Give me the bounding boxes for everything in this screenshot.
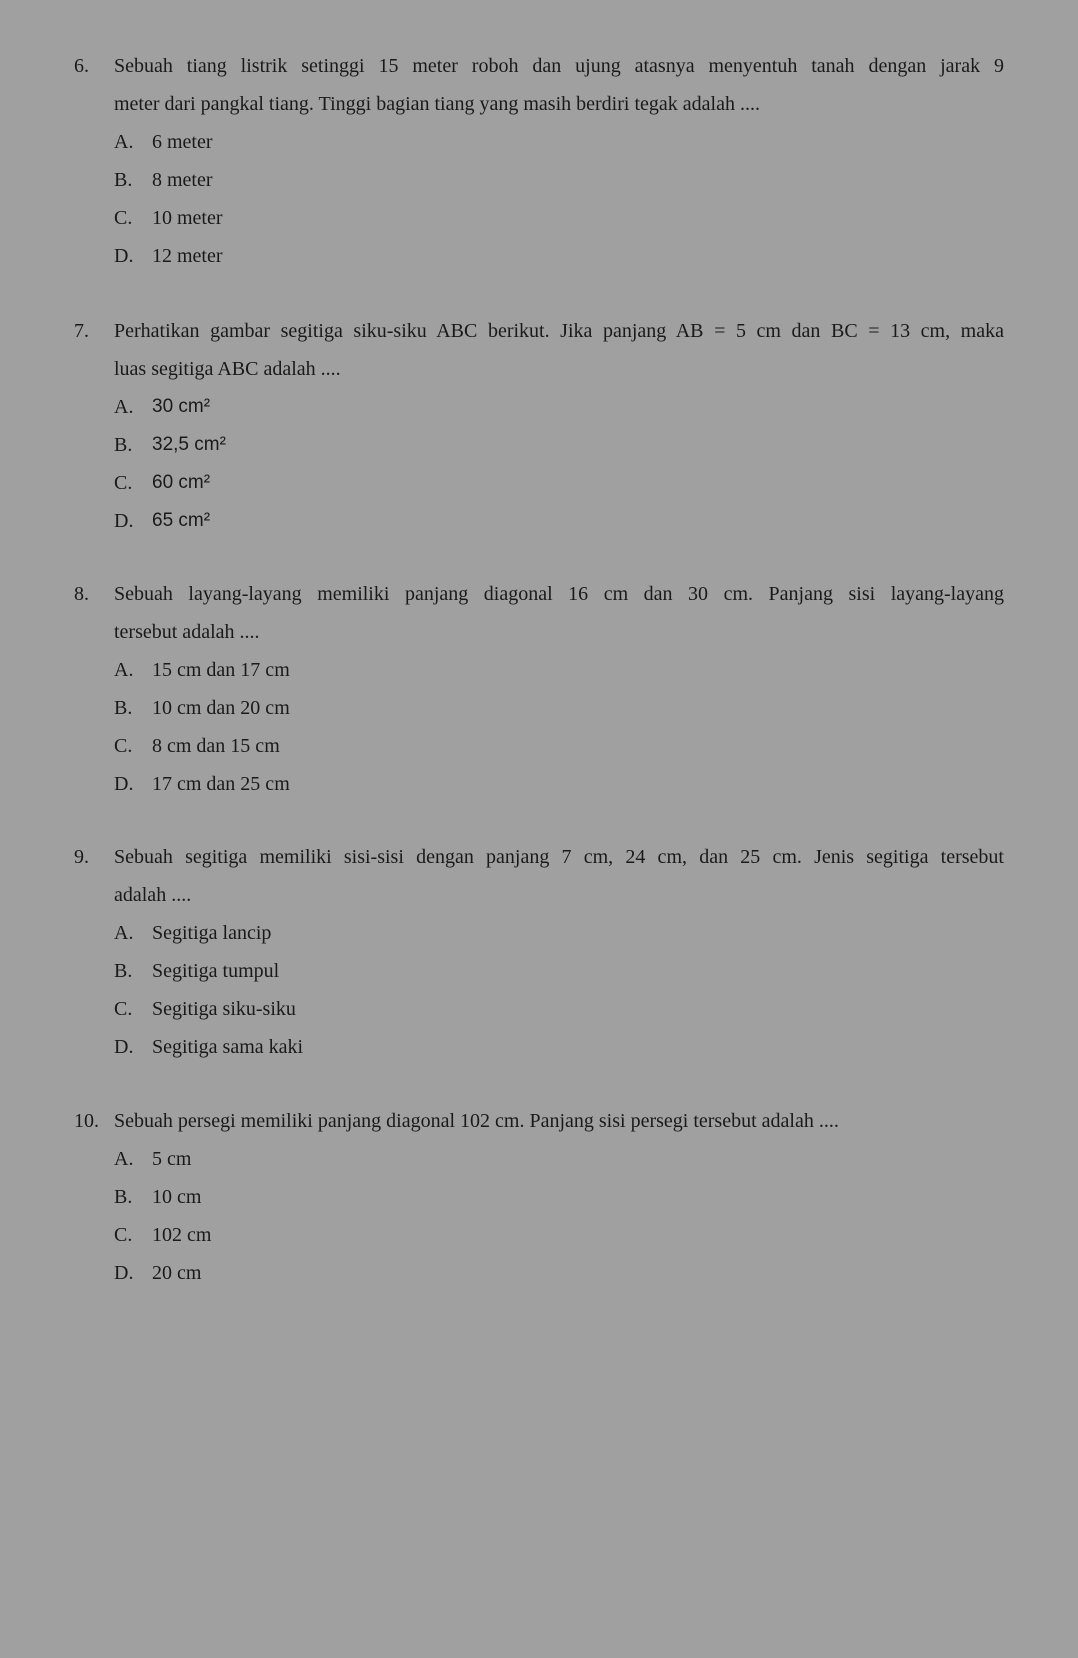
option-letter: C.: [114, 998, 133, 1020]
option-text: Segitiga sama kaki: [152, 1036, 304, 1058]
option-b[interactable]: [74, 1178, 1004, 1216]
option-letter: A.: [114, 396, 134, 418]
question-number: 10.: [74, 1110, 99, 1132]
option-text: 65 cm²: [152, 510, 211, 531]
option-letter: A.: [114, 659, 134, 681]
option-d[interactable]: [74, 1028, 1004, 1066]
option-c[interactable]: [74, 464, 1004, 502]
option-letter: C.: [114, 735, 133, 757]
question-number: 8.: [74, 583, 89, 605]
option-text: 60 cm²: [152, 472, 211, 493]
option-letter: C.: [114, 472, 133, 494]
option-c[interactable]: [74, 199, 1004, 237]
option-letter: C.: [114, 207, 133, 229]
option-b[interactable]: [74, 952, 1004, 990]
option-a[interactable]: [74, 914, 1004, 952]
option-text: 10 meter: [152, 207, 223, 229]
option-a[interactable]: [74, 388, 1004, 426]
question-text: Sebuah segitiga memiliki sisi-sisi dengan panjang 7 cm, 24 cm, dan 25 cm. Jenis segitiga tersebut: [114, 846, 1004, 868]
option-b[interactable]: [74, 426, 1004, 464]
option-letter: D.: [114, 510, 134, 532]
question-line: [74, 838, 1004, 876]
question-text-continued: meter dari pangkal tiang. Tinggi bagian tiang yang masih berdiri tegak adalah ....: [114, 93, 760, 115]
option-text: Segitiga lancip: [152, 922, 272, 944]
option-text: 15 cm dan 17 cm: [152, 659, 290, 681]
option-letter: B.: [114, 434, 133, 456]
question-number: 6.: [74, 55, 89, 77]
option-letter: A.: [114, 922, 134, 944]
question-number: 9.: [74, 846, 89, 868]
option-text: 30 cm²: [152, 396, 211, 417]
option-text: 8 meter: [152, 169, 213, 191]
question-line: [74, 85, 1004, 123]
option-text: 102 cm: [152, 1224, 212, 1246]
option-letter: B.: [114, 1186, 133, 1208]
option-a[interactable]: [74, 651, 1004, 689]
option-letter: D.: [114, 245, 134, 267]
question-text-continued: luas segitiga ABC adalah ....: [114, 358, 341, 380]
option-text: 8 cm dan 15 cm: [152, 735, 280, 757]
option-b[interactable]: [74, 689, 1004, 727]
option-c[interactable]: [74, 990, 1004, 1028]
option-text: 10 cm: [152, 1186, 202, 1208]
option-text: 12 meter: [152, 245, 223, 267]
option-letter: A.: [114, 1148, 134, 1170]
option-text: Segitiga tumpul: [152, 960, 280, 982]
option-letter: B.: [114, 169, 133, 191]
question-9: [74, 838, 1004, 1066]
option-text: 6 meter: [152, 131, 213, 153]
option-text: 10 cm dan 20 cm: [152, 697, 290, 719]
question-6: [74, 47, 1004, 275]
option-d[interactable]: [74, 765, 1004, 803]
option-a[interactable]: [74, 123, 1004, 161]
question-text: Sebuah layang-layang memiliki panjang diagonal 16 cm dan 30 cm. Panjang sisi layang-layang: [114, 583, 1004, 605]
option-text: 5 cm: [152, 1148, 192, 1170]
option-c[interactable]: [74, 727, 1004, 765]
option-letter: C.: [114, 1224, 133, 1246]
question-text-continued: adalah ....: [114, 884, 192, 906]
question-line: [74, 1102, 1004, 1140]
question-line: [74, 613, 1004, 651]
question-number: 7.: [74, 320, 89, 342]
question-line: [74, 350, 1004, 388]
question-line: [74, 312, 1004, 350]
option-text: 32,5 cm²: [152, 434, 226, 455]
question-text: Sebuah tiang listrik setinggi 15 meter roboh dan ujung atasnya menyentuh tanah dengan jarak 9: [114, 55, 1004, 77]
option-c[interactable]: [74, 1216, 1004, 1254]
option-letter: B.: [114, 697, 133, 719]
option-d[interactable]: [74, 502, 1004, 540]
question-line: [74, 575, 1004, 613]
question-line: [74, 47, 1004, 85]
option-letter: D.: [114, 773, 134, 795]
option-d[interactable]: [74, 1254, 1004, 1292]
option-text: 17 cm dan 25 cm: [152, 773, 290, 795]
question-7: [74, 312, 1004, 540]
question-10: [74, 1102, 1004, 1292]
question-text-continued: tersebut adalah ....: [114, 621, 260, 643]
question-text: Perhatikan gambar segitiga siku-siku ABC berikut. Jika panjang AB = 5 cm dan BC = 13 cm, maka: [114, 320, 1004, 342]
option-letter: D.: [114, 1036, 134, 1058]
option-a[interactable]: [74, 1140, 1004, 1178]
option-letter: A.: [114, 131, 134, 153]
question-8: [74, 575, 1004, 803]
option-text: Segitiga siku-siku: [152, 998, 296, 1020]
question-text: Sebuah persegi memiliki panjang diagonal 102 cm. Panjang sisi persegi tersebut adalah ....: [114, 1110, 839, 1132]
option-text: 20 cm: [152, 1262, 202, 1284]
option-letter: B.: [114, 960, 133, 982]
option-d[interactable]: [74, 237, 1004, 275]
option-letter: D.: [114, 1262, 134, 1284]
question-line: [74, 876, 1004, 914]
option-b[interactable]: [74, 161, 1004, 199]
